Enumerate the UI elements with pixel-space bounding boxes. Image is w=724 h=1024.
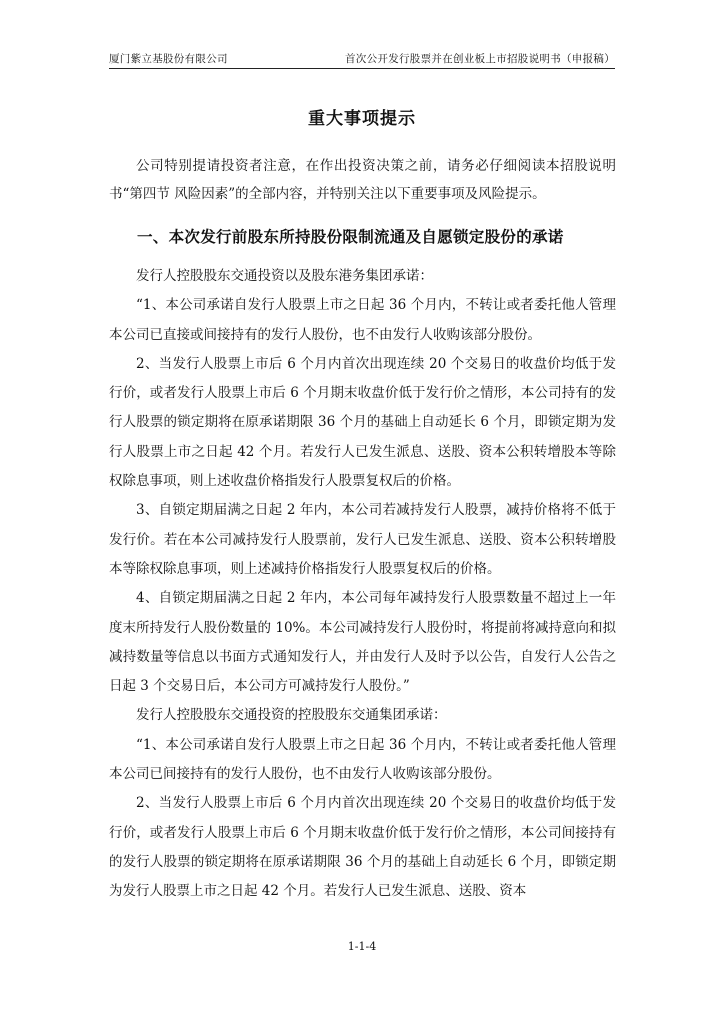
page-number: 1-1-4: [347, 940, 377, 953]
paragraph-group-commitment-2: 2、当发行人股票上市后 6 个月内首次出现连续 20 个交易日的收盘价均低于发行价，或者发行人股票上市后 6 个月期末收盘价低于发行价之情形，本公司间接持有的发行人股票的锁定期将在原承诺期限 36 个月的基础上自动延长 6 个月，即锁定期为发行人股票上市之日起 42 个月。若发行人已发生派息、送股、资本: [109, 795, 616, 900]
header-company-name: 厦门紫立基股份有限公司: [109, 53, 228, 65]
section-heading: 一、本次发行前股东所持股份限制流通及自愿锁定股份的承诺: [137, 228, 564, 246]
paragraph-commitment-1: “1、本公司承诺自发行人股票上市之日起 36 个月内，不转让或者委托他人管理本公司已直接或间接持有的发行人股份，也不由发行人收购该部分股份。: [109, 297, 616, 343]
paragraph-commitment-2: 2、当发行人股票上市后 6 个月内首次出现连续 20 个交易日的收盘价均低于发行价，或者发行人股票上市后 6 个月期末收盘价低于发行价之情形，本公司持有的发行人股票的锁定期将在原承诺期限 36 个月的基础上自动延长 6 个月，即锁定期为发行人股票上市之日起 42 个月。若发行人已发生派息、送股、资本公积转增股本等除权除息事项，则上述收盘价格指发行人股票复权后的价格。: [109, 355, 616, 490]
paragraph-commitment-4: 4、自锁定期届满之日起 2 年内，本公司每年减持发行人股票数量不超过上一年度末所持发行人股份数量的 10%。本公司减持发行人股份时，将提前将减持意向和拟减持数量等信息以书面方式通知发行人，并由发行人及时予以公告，自发行人公告之日起 3 个交易日后，本公司方可减持发行人股份。”: [109, 590, 616, 695]
intro-paragraph: 公司特别提请投资者注意，在作出投资决策之前，请务必仔细阅读本招股说明书“第四节 风险因素”的全部内容，并特别关注以下重要事项及风险提示。: [109, 158, 616, 202]
paragraph-shareholders-commitment: 发行人控股股东交通投资以及股东港务集团承诺：: [136, 268, 433, 284]
page-title: 重大事项提示: [308, 109, 416, 129]
paragraph-commitment-3: 3、自锁定期届满之日起 2 年内，本公司若减持发行人股票，减持价格将不低于发行价。若在本公司减持发行人股票前，发行人已发生派息、送股、资本公积转增股本等除权除息事项，则上述减持价格指发行人股票复权后的价格。: [109, 502, 616, 577]
header-document-title: 首次公开发行股票并在创业板上市招股说明书（申报稿）: [345, 53, 615, 65]
paragraph-group-commitment: 发行人控股股东交通投资的控股股东交通集团承诺：: [136, 707, 447, 724]
page-header: [109, 50, 615, 69]
paragraph-group-commitment-1: “1、本公司承诺自发行人股票上市之日起 36 个月内，不转让或者委托他人管理本公司已间接持有的发行人股份，也不由发行人收购该部分股份。: [109, 736, 616, 783]
body-text: [109, 262, 616, 907]
